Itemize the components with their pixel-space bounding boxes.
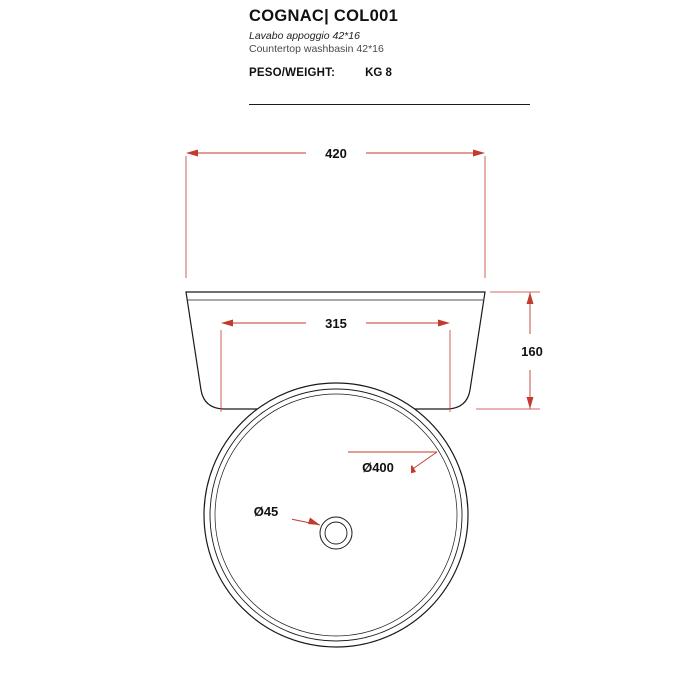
dim-160-label: 160 bbox=[521, 344, 543, 359]
dim-d400-label: Ø400 bbox=[362, 460, 394, 475]
top-view-svg bbox=[0, 360, 700, 680]
dim-d45-label: Ø45 bbox=[253, 504, 279, 519]
dimension-top-width bbox=[186, 141, 485, 278]
header-divider bbox=[249, 104, 530, 105]
drain-hole bbox=[320, 517, 352, 549]
subtitle-italian: Lavabo appoggio 42*16 bbox=[249, 30, 360, 42]
page-title: COGNAC| COL001 bbox=[249, 7, 399, 25]
weight-row bbox=[249, 67, 669, 79]
dim-420-label: 420 bbox=[325, 146, 347, 161]
weight-label: PESO/WEIGHT: bbox=[249, 67, 336, 79]
subtitle-english: Countertop washbasin 42*16 bbox=[249, 43, 384, 55]
weight-value: KG 8 bbox=[365, 67, 392, 79]
dim-315-label: 315 bbox=[325, 316, 347, 331]
header-block bbox=[249, 6, 669, 79]
